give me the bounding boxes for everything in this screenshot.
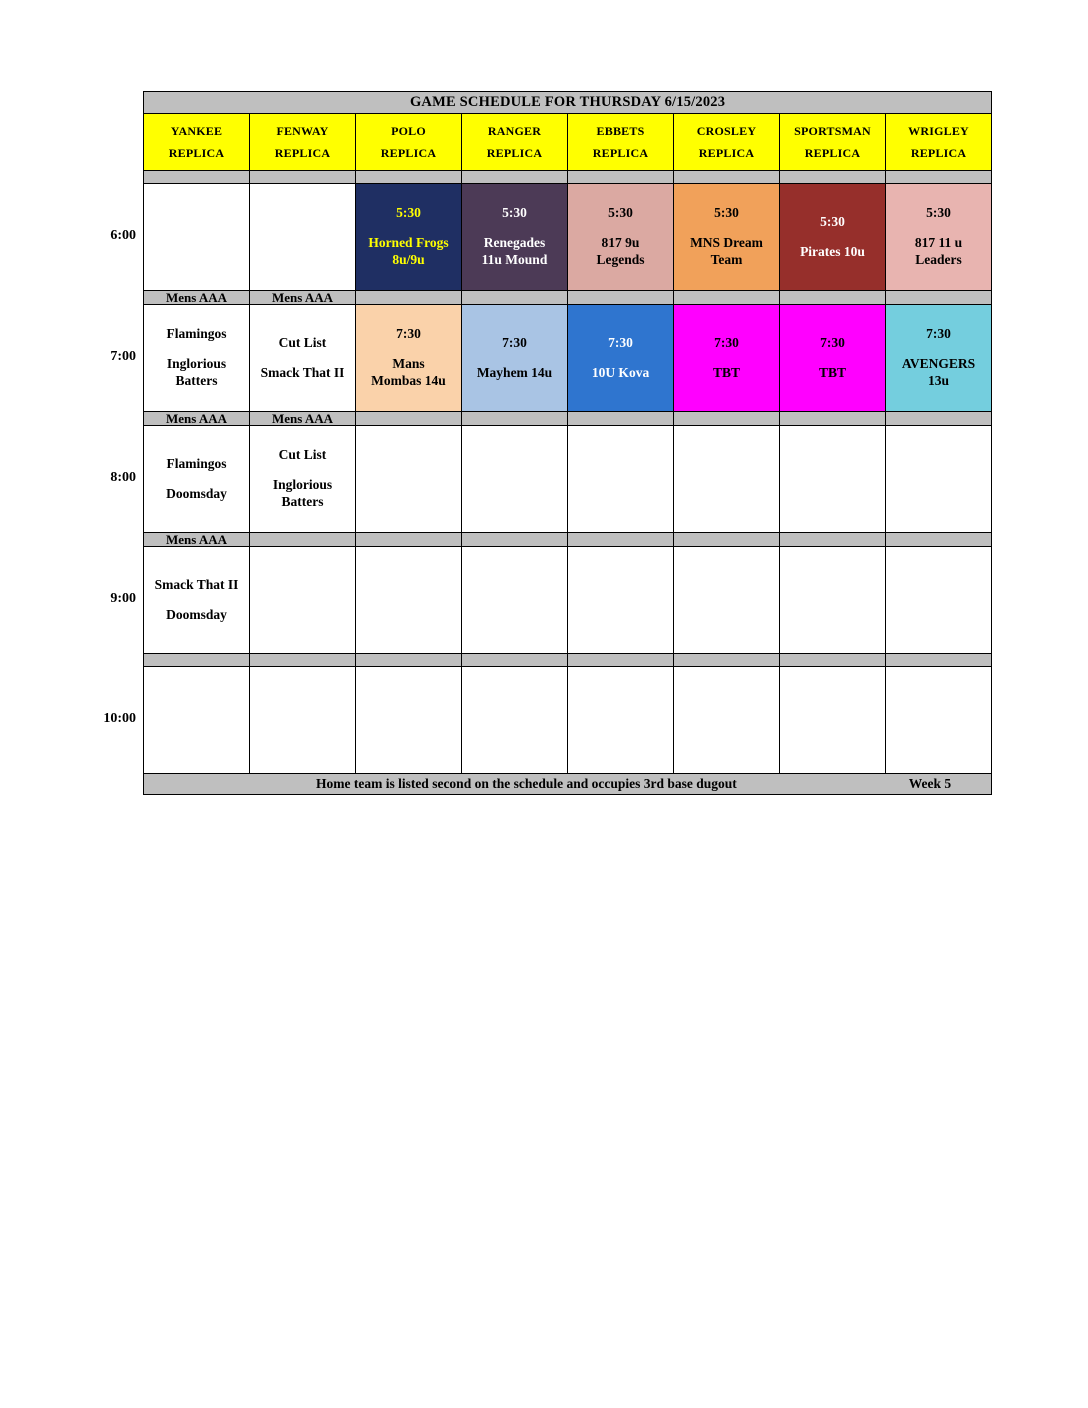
- game-cell[interactable]: [462, 667, 568, 774]
- game-team-1: TBT: [712, 364, 740, 380]
- game-team-2: Team: [710, 251, 743, 267]
- field-header-ranger: [462, 114, 568, 171]
- game-cell[interactable]: [886, 426, 992, 533]
- game-cell[interactable]: [674, 426, 780, 533]
- division-label-row: [144, 291, 992, 305]
- division-label: [674, 291, 780, 305]
- game-cell[interactable]: [886, 667, 992, 774]
- field-sub: REPLICA: [592, 146, 649, 160]
- division-label-row: [144, 412, 992, 426]
- division-label: [462, 533, 568, 547]
- game-team-2: Mombas 14u: [371, 372, 446, 388]
- game-cell[interactable]: [674, 305, 780, 412]
- game-team-2: 11u Mound: [481, 251, 548, 267]
- game-cell[interactable]: [462, 547, 568, 654]
- game-cell[interactable]: [886, 547, 992, 654]
- field-header-wrigley: [886, 114, 992, 171]
- division-label-row: [144, 171, 992, 184]
- division-label-row: [144, 533, 992, 547]
- game-cell[interactable]: [674, 547, 780, 654]
- division-label: [462, 412, 568, 426]
- division-label: [674, 412, 780, 426]
- game-team-1: Cut List: [278, 447, 327, 463]
- game-cell[interactable]: [356, 305, 462, 412]
- game-cell[interactable]: [674, 667, 780, 774]
- game-cell[interactable]: [886, 305, 992, 412]
- division-label: [250, 171, 356, 184]
- division-label: [886, 171, 992, 184]
- game-team-2: 13u: [928, 372, 950, 388]
- field-header-fenway: [250, 114, 356, 171]
- division-label: [780, 412, 886, 426]
- game-team-2: Smack That II: [260, 364, 345, 380]
- time-label-600: 6:00: [110, 228, 136, 243]
- time-label-900: 9:00: [110, 591, 136, 606]
- game-team-1: Smack That II: [154, 576, 239, 592]
- footer-week: Week 5: [908, 776, 952, 791]
- field-header-crosley: [674, 114, 780, 171]
- division-label: [568, 291, 674, 305]
- field-name: CROSLEY: [696, 123, 757, 138]
- field-name: POLO: [391, 123, 426, 138]
- division-label: [886, 412, 992, 426]
- game-cell[interactable]: [144, 667, 250, 774]
- game-team-1: Flamingos: [166, 326, 227, 342]
- division-label: [462, 171, 568, 184]
- game-team-2: Inglorious Batters: [166, 356, 227, 388]
- division-label: [462, 654, 568, 667]
- division-label: [568, 412, 674, 426]
- time-label-1000: 10:00: [103, 711, 136, 726]
- game-cell[interactable]: [674, 184, 780, 291]
- game-team-2: Legends: [596, 251, 645, 267]
- game-team-2: Inglorious Batters: [272, 477, 333, 509]
- schedule-title-row: [144, 92, 992, 114]
- division-label: [462, 291, 568, 305]
- division-label: [780, 171, 886, 184]
- game-row-700: [144, 305, 992, 412]
- field-sub: REPLICA: [804, 146, 861, 160]
- game-cell[interactable]: [780, 667, 886, 774]
- division-label: [674, 171, 780, 184]
- game-row-1000: [144, 667, 992, 774]
- game-row-600: [144, 184, 992, 291]
- division-label: Mens AAA: [144, 533, 250, 547]
- game-time: 7:30: [396, 326, 421, 342]
- game-cell[interactable]: [250, 667, 356, 774]
- game-cell[interactable]: [144, 184, 250, 291]
- field-sub: REPLICA: [380, 146, 437, 160]
- game-time: 5:30: [926, 205, 951, 221]
- game-team-1: 817 9u: [601, 235, 640, 251]
- field-header-sportsman: [780, 114, 886, 171]
- game-team-1: TBT: [818, 364, 846, 380]
- game-cell[interactable]: [462, 426, 568, 533]
- game-team-1: Mayhem 14u: [476, 364, 553, 380]
- division-label: [886, 291, 992, 305]
- division-label: [356, 654, 462, 667]
- game-cell[interactable]: [356, 184, 462, 291]
- field-header-row: [144, 114, 992, 171]
- game-team-1: Cut List: [278, 334, 327, 350]
- division-label: Mens AAA: [250, 291, 356, 305]
- game-cell[interactable]: [568, 426, 674, 533]
- division-label: [144, 654, 250, 667]
- game-cell[interactable]: [356, 426, 462, 533]
- division-label: Mens AAA: [250, 412, 356, 426]
- game-team-1: AVENGERS: [901, 356, 976, 372]
- division-label: [356, 291, 462, 305]
- division-label: [780, 533, 886, 547]
- division-label: [886, 533, 992, 547]
- game-cell[interactable]: [144, 426, 250, 533]
- game-time: 5:30: [608, 205, 633, 221]
- game-cell[interactable]: [250, 426, 356, 533]
- game-time: 7:30: [714, 334, 739, 350]
- division-label: [356, 171, 462, 184]
- division-label: [250, 654, 356, 667]
- game-cell[interactable]: [568, 547, 674, 654]
- field-name: FENWAY: [276, 123, 329, 138]
- game-time: 5:30: [396, 205, 421, 221]
- division-label: [356, 533, 462, 547]
- game-cell[interactable]: [250, 305, 356, 412]
- field-header-polo: [356, 114, 462, 171]
- division-label: [568, 533, 674, 547]
- division-label: [568, 171, 674, 184]
- field-header-yankee: [144, 114, 250, 171]
- game-cell[interactable]: [144, 305, 250, 412]
- game-cell[interactable]: [780, 184, 886, 291]
- game-cell[interactable]: [144, 547, 250, 654]
- field-sub: REPLICA: [698, 146, 755, 160]
- game-cell[interactable]: [780, 426, 886, 533]
- division-label: [144, 171, 250, 184]
- game-cell[interactable]: [250, 547, 356, 654]
- field-name: YANKEE: [170, 123, 223, 138]
- time-label-700: 7:00: [110, 349, 136, 364]
- division-label: [674, 654, 780, 667]
- division-label: [568, 654, 674, 667]
- game-team-1: Renegades: [483, 235, 546, 251]
- game-cell[interactable]: [356, 547, 462, 654]
- game-row-800: [144, 426, 992, 533]
- field-name: WRIGLEY: [908, 123, 969, 138]
- division-label: [780, 654, 886, 667]
- game-time: 7:30: [820, 334, 845, 350]
- game-team-2: Doomsday: [166, 606, 227, 622]
- game-cell[interactable]: [462, 305, 568, 412]
- game-time: 5:30: [714, 205, 739, 221]
- division-label: Mens AAA: [144, 412, 250, 426]
- game-time: 7:30: [608, 334, 633, 350]
- game-schedule-table: [143, 91, 992, 795]
- game-team-1: MNS Dream: [690, 235, 763, 251]
- game-cell[interactable]: [780, 305, 886, 412]
- game-cell[interactable]: [250, 184, 356, 291]
- game-row-900: [144, 547, 992, 654]
- game-cell[interactable]: [780, 547, 886, 654]
- schedule-footer: [144, 774, 992, 795]
- time-label-800: 8:00: [110, 470, 136, 485]
- game-team-2: Doomsday: [166, 485, 227, 501]
- division-label: [250, 533, 356, 547]
- game-cell[interactable]: [568, 305, 674, 412]
- schedule-table-container: [143, 91, 991, 795]
- game-team-2: 8u/9u: [392, 251, 425, 267]
- field-sub: REPLICA: [274, 146, 331, 160]
- game-time: 5:30: [820, 213, 845, 229]
- game-cell[interactable]: [886, 184, 992, 291]
- field-name: SPORTSMAN: [794, 123, 871, 138]
- game-team-1: Pirates 10u: [800, 243, 865, 259]
- game-team-1: Flamingos: [166, 455, 227, 471]
- division-label-row: [144, 654, 992, 667]
- field-name: RANGER: [487, 123, 542, 138]
- game-cell[interactable]: [356, 667, 462, 774]
- game-team-1: Horned Frogs: [368, 235, 449, 251]
- field-header-ebbets: [568, 114, 674, 171]
- game-cell[interactable]: [568, 667, 674, 774]
- footer-note: Home team is listed second on the schedule and occupies 3rd base dugout: [315, 776, 737, 791]
- game-cell[interactable]: [462, 184, 568, 291]
- game-time: 7:30: [926, 326, 951, 342]
- field-sub: REPLICA: [910, 146, 967, 160]
- field-sub: REPLICA: [486, 146, 543, 160]
- game-team-1: Mans: [392, 356, 425, 372]
- game-cell[interactable]: [568, 184, 674, 291]
- division-label: [356, 412, 462, 426]
- division-label: [780, 291, 886, 305]
- division-label: [674, 533, 780, 547]
- field-name: EBBETS: [596, 123, 645, 138]
- game-time: 7:30: [502, 334, 527, 350]
- game-team-1: 10U Kova: [591, 364, 650, 380]
- division-label: [886, 654, 992, 667]
- schedule-title: GAME SCHEDULE FOR THURSDAY 6/15/2023: [144, 92, 992, 114]
- division-label: Mens AAA: [144, 291, 250, 305]
- game-time: 5:30: [502, 205, 527, 221]
- game-team-1: 817 11 u: [914, 235, 963, 251]
- field-sub: REPLICA: [168, 146, 225, 160]
- schedule-footer-row: [144, 774, 992, 795]
- game-team-2: Leaders: [915, 251, 962, 267]
